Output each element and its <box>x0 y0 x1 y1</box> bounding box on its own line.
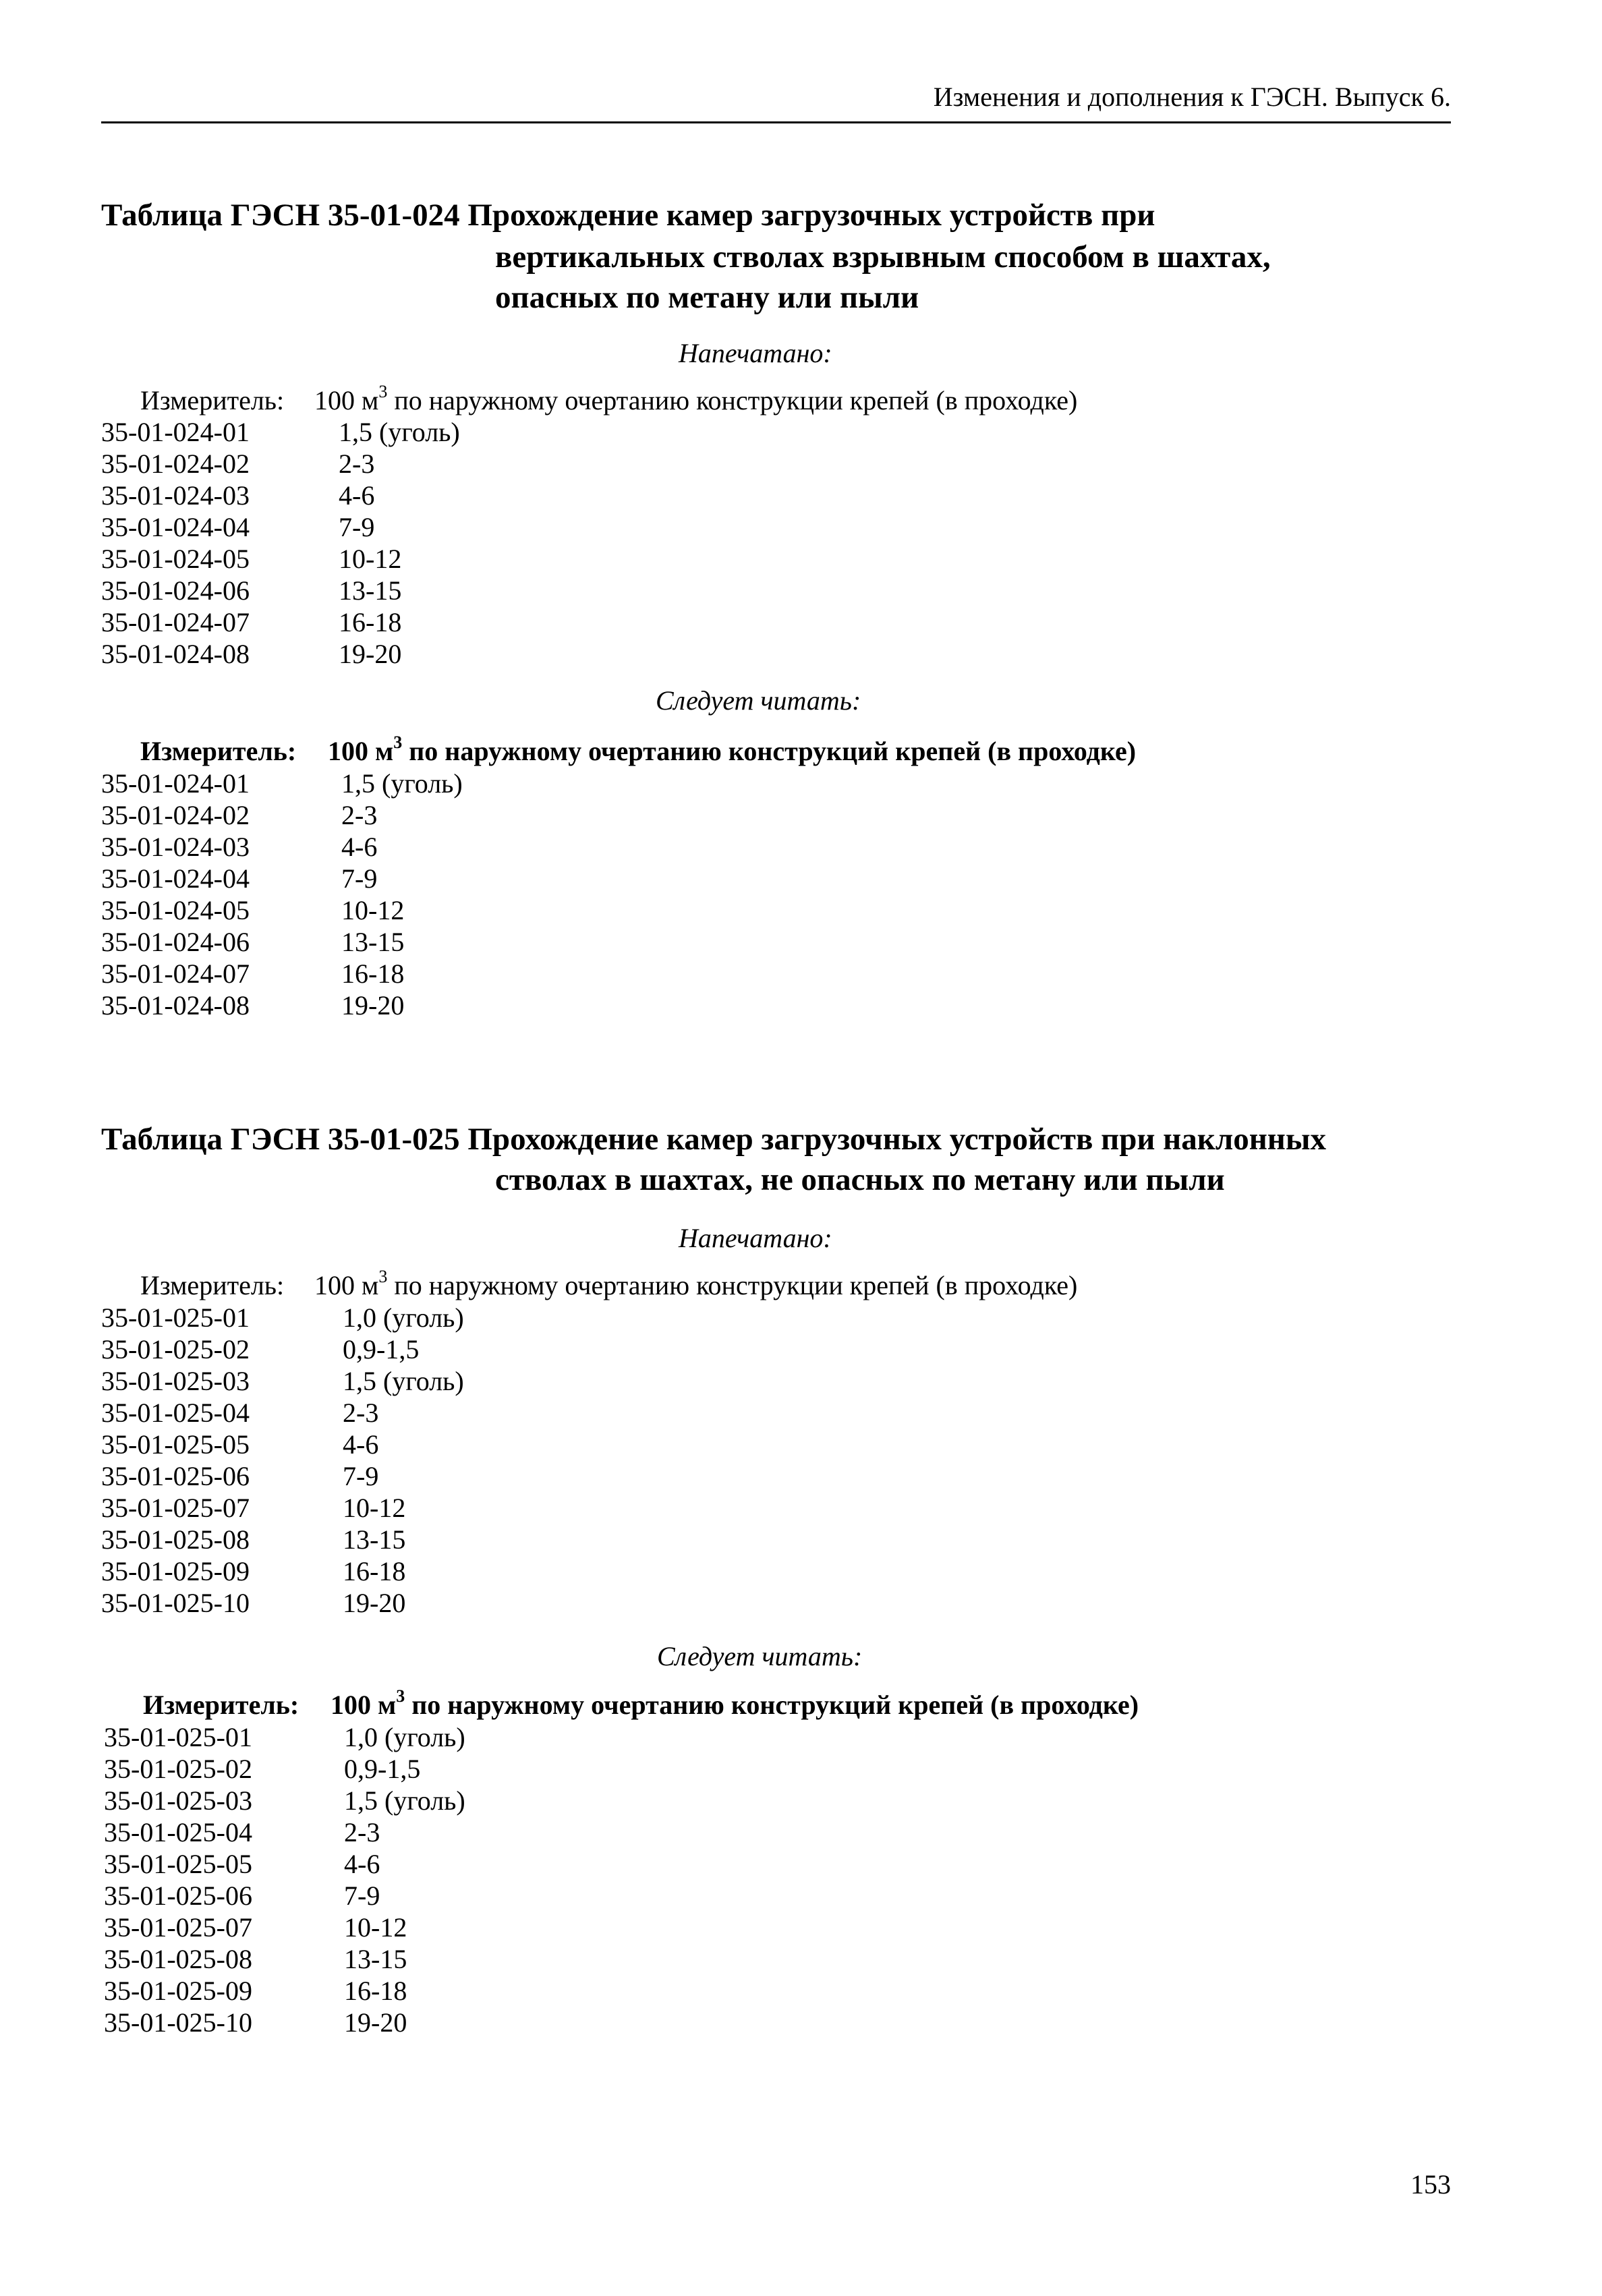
unit-description: 100 $м^3$ по наружному очертанию конструкций крепей (в проходке) <box>328 732 1137 766</box>
corrected-rows-024 <box>101 768 708 1021</box>
table-row: 35-01-024-06 13-15 <box>101 575 402 606</box>
running-header: Изменения и дополнения к ГЭСН. Выпуск 6. <box>933 82 1451 112</box>
table-row: 35-01-025-03 1,5 (уголь) <box>101 1366 464 1396</box>
unit-label: Измеритель: <box>143 1690 299 1720</box>
table-title-024 <box>101 194 1155 236</box>
table-row: 35-01-024-03 4-6 <box>101 480 375 511</box>
table-title-line3: опасных по метану или пыли <box>495 280 919 315</box>
table-title-line2: вертикальных стволах взрывным способом в шахтах, <box>495 239 1271 275</box>
table-row: 35-01-025-03 1,5 (уголь) <box>104 1785 465 1816</box>
table-row: 35-01-025-10 19-20 <box>104 2007 407 2038</box>
table-row: 35-01-024-07 16-18 <box>101 607 402 637</box>
table-row: 35-01-024-05 10-12 <box>101 895 405 925</box>
table-row: 35-01-024-07 16-18 <box>101 958 405 989</box>
table-row: 35-01-024-03 4-6 <box>101 832 378 862</box>
printed-rows-025 <box>101 1302 708 1619</box>
table-row: 35-01-025-06 7-9 <box>104 1881 380 1911</box>
table-title-prefix: Таблица ГЭСН 35-01-025 <box>101 1122 460 1157</box>
table-row: 35-01-024-02 2-3 <box>101 800 378 830</box>
table-row: 35-01-024-06 13-15 <box>101 927 405 957</box>
unit-label: Измеритель: <box>140 385 285 415</box>
table-row: 35-01-025-01 1,0 (уголь) <box>101 1302 464 1333</box>
unit-label: Измеритель: <box>140 1270 285 1300</box>
table-row: 35-01-024-04 7-9 <box>101 863 378 894</box>
printed-heading: Напечатано: <box>679 338 832 368</box>
table-row: 35-01-025-07 10-12 <box>101 1493 406 1523</box>
table-row: 35-01-025-08 13-15 <box>101 1524 406 1555</box>
header-divider <box>101 121 1451 123</box>
table-row: 35-01-025-02 0,9-1,5 <box>101 1334 420 1365</box>
table-row: 35-01-025-10 19-20 <box>101 1588 406 1618</box>
corrected-heading: Следует читать: <box>656 685 861 716</box>
unit-description: 100 $м^3$ по наружному очертанию конструкции крепей (в проходке) <box>314 1266 1078 1300</box>
table-row: 35-01-024-01 1,5 (уголь) <box>101 417 460 447</box>
table-title-line1: Прохождение камер загрузочных устройств при наклонных <box>467 1122 1327 1157</box>
table-row: 35-01-025-08 13-15 <box>104 1944 407 1974</box>
unit-description: 100 $м^3$ по наружному очертанию конструкций крепей (в проходке) <box>331 1686 1139 1720</box>
corrected-heading: Следует читать: <box>657 1641 863 1671</box>
unit-description: 100 $м^3$ по наружному очертанию конструкции крепей (в проходке) <box>314 381 1078 415</box>
table-row: 35-01-025-09 16-18 <box>101 1556 406 1586</box>
table-row: 35-01-025-05 4-6 <box>104 1849 380 1879</box>
table-row: 35-01-024-02 2-3 <box>101 449 375 479</box>
table-row: 35-01-025-09 16-18 <box>104 1976 407 2006</box>
printed-heading: Напечатано: <box>679 1223 832 1253</box>
table-row: 35-01-024-05 10-12 <box>101 544 402 574</box>
table-row: 35-01-025-04 2-3 <box>101 1398 379 1428</box>
table-row: 35-01-024-01 1,5 (уголь) <box>101 768 463 799</box>
table-row: 35-01-025-07 10-12 <box>104 1912 407 1943</box>
table-title-prefix: Таблица ГЭСН 35-01-024 <box>101 198 460 233</box>
table-row: 35-01-024-08 19-20 <box>101 639 402 669</box>
table-title-line1: Прохождение камер загрузочных устройств при <box>467 198 1155 233</box>
table-title-025 <box>101 1118 1326 1160</box>
table-row: 35-01-025-04 2-3 <box>104 1817 380 1847</box>
unit-label: Измеритель: <box>140 736 297 766</box>
table-row: 35-01-025-05 4-6 <box>101 1429 379 1460</box>
table-row: 35-01-025-01 1,0 (уголь) <box>104 1722 465 1752</box>
printed-rows-024 <box>101 416 708 670</box>
table-row: 35-01-025-02 0,9-1,5 <box>104 1754 421 1784</box>
table-row: 35-01-024-08 19-20 <box>101 990 405 1021</box>
table-title-line2: стволах в шахтах, не опасных по метану или пыли <box>495 1162 1225 1197</box>
corrected-rows-025 <box>104 1721 711 2038</box>
table-row: 35-01-024-04 7-9 <box>101 512 375 542</box>
page-number: 153 <box>1410 2169 1451 2200</box>
table-row: 35-01-025-06 7-9 <box>101 1461 379 1491</box>
